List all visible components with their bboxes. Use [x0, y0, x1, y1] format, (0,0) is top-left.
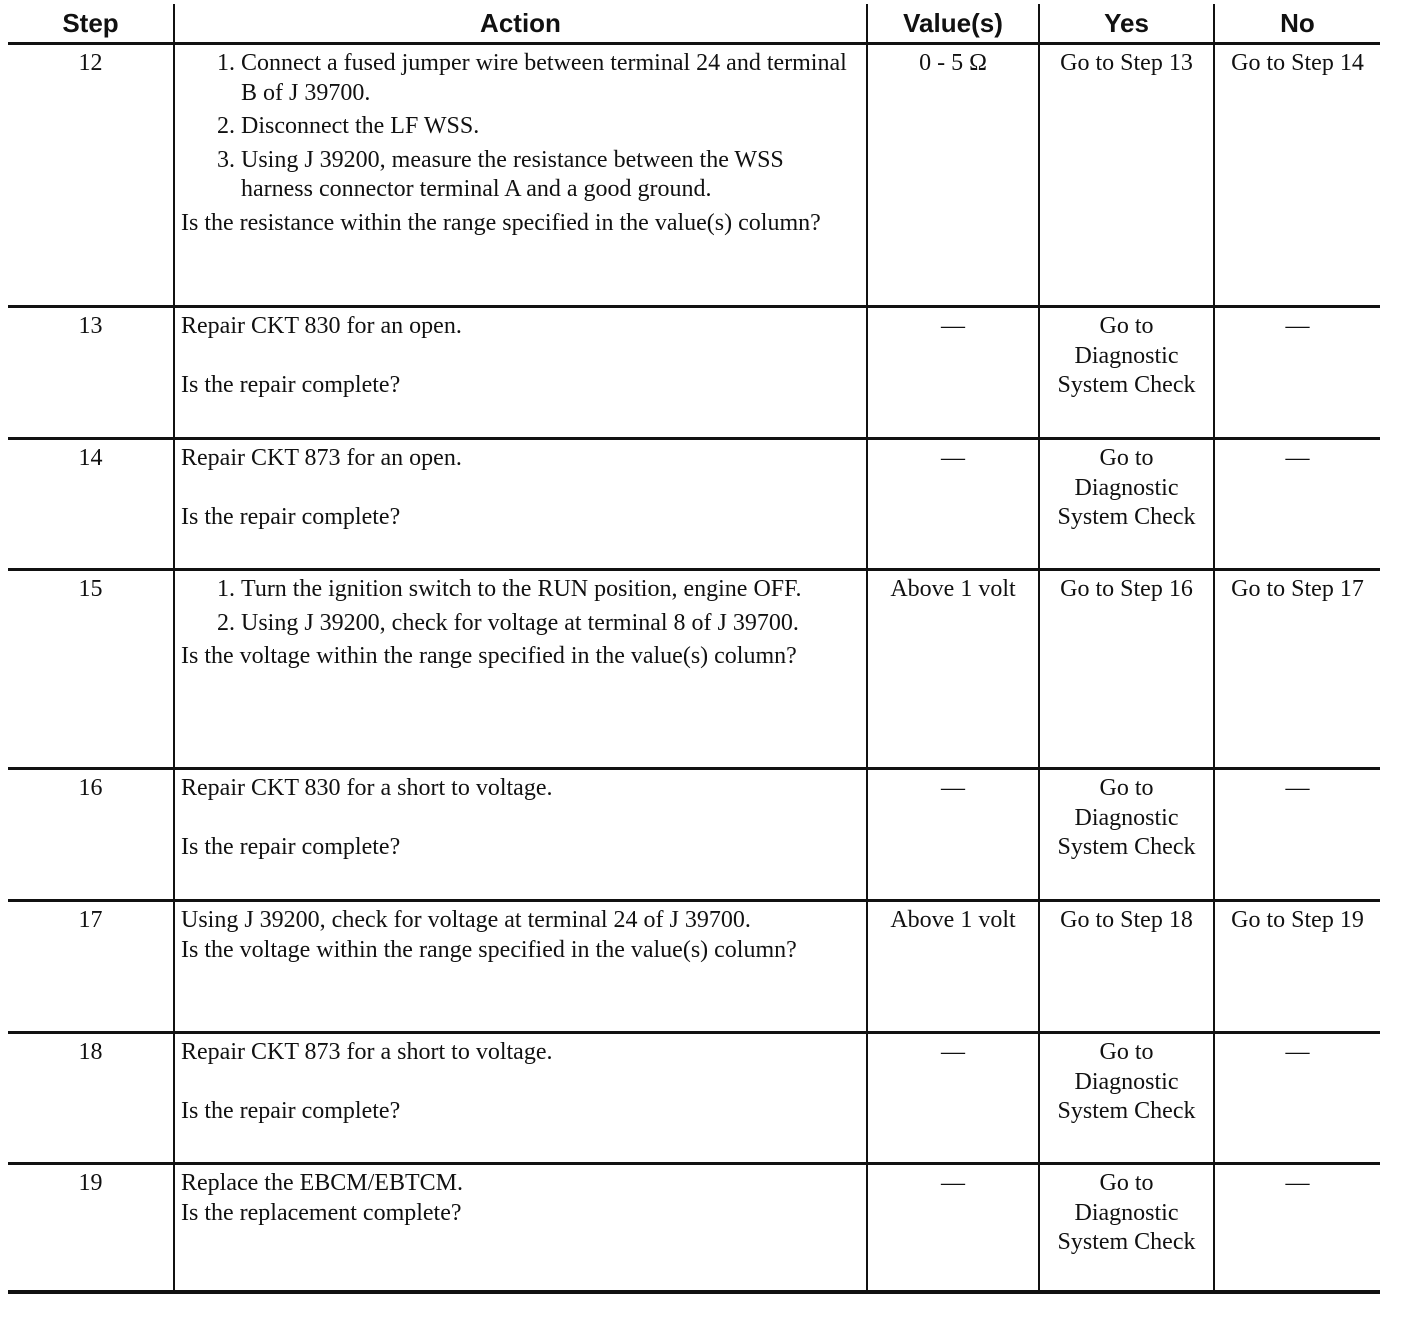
table-header-row — [8, 4, 1380, 44]
table-row — [8, 1164, 1380, 1293]
action-step-item: 1. Connect a fused jumper wire between terminal 24 and terminal B of J 39700. — [241, 49, 860, 108]
no-cell: — — [1214, 1033, 1380, 1164]
action-cell — [174, 1164, 867, 1293]
yes-cell: Go to Step 18 — [1039, 901, 1214, 1033]
action-step-item: 1. Turn the ignition switch to the RUN position, engine OFF. — [241, 575, 860, 605]
no-cell: — — [1214, 1164, 1380, 1293]
action-cell — [174, 901, 867, 1033]
action-question: Is the replacement complete? — [181, 1199, 462, 1226]
yes-cell: Go to Step 13 — [1039, 44, 1214, 307]
action-question: Is the repair complete? — [181, 503, 401, 530]
action-text: Repair CKT 830 for an open. — [181, 313, 462, 339]
table-row — [8, 439, 1380, 570]
action-step-item: 3. Using J 39200, measure the resistance between the WSS harness connector terminal A and a good ground. — [241, 146, 860, 205]
action-steps-list — [181, 575, 860, 638]
action-text: Using J 39200, check for voltage at terminal 24 of J 39700. — [181, 907, 751, 933]
no-cell: Go to Step 14 — [1214, 44, 1380, 307]
table-row — [8, 44, 1380, 307]
action-steps-list — [181, 49, 860, 205]
step-number: 16 — [8, 769, 174, 901]
yes-cell: Go to Diagnostic System Check — [1039, 1033, 1214, 1164]
yes-cell: Go to Step 16 — [1039, 570, 1214, 769]
action-question: Is the repair complete? — [181, 1097, 401, 1124]
action-cell — [174, 44, 867, 307]
value-cell: — — [867, 1033, 1039, 1164]
no-cell: — — [1214, 769, 1380, 901]
header-value: Value(s) — [867, 4, 1039, 44]
action-step-item: 2. Disconnect the LF WSS. — [241, 112, 860, 142]
action-cell — [174, 307, 867, 439]
value-cell: — — [867, 439, 1039, 570]
yes-cell: Go to Diagnostic System Check — [1039, 769, 1214, 901]
no-cell: Go to Step 19 — [1214, 901, 1380, 1033]
header-action: Action — [174, 4, 867, 44]
action-question: Is the repair complete? — [181, 833, 401, 860]
yes-cell: Go to Diagnostic System Check — [1039, 1164, 1214, 1293]
table-row — [8, 307, 1380, 439]
value-cell: — — [867, 1164, 1039, 1293]
table-row — [8, 769, 1380, 901]
action-cell — [174, 769, 867, 901]
action-cell — [174, 439, 867, 570]
step-number: 15 — [8, 570, 174, 769]
table-row — [8, 1033, 1380, 1164]
action-question: Is the resistance within the range specified in the value(s) column? — [181, 209, 821, 236]
value-cell: — — [867, 307, 1039, 439]
value-cell: 0 - 5 Ω — [867, 44, 1039, 307]
header-step: Step — [8, 4, 174, 44]
action-text: Repair CKT 873 for an open. — [181, 445, 462, 471]
no-cell: Go to Step 17 — [1214, 570, 1380, 769]
no-cell: — — [1214, 307, 1380, 439]
no-cell: — — [1214, 439, 1380, 570]
header-yes: Yes — [1039, 4, 1214, 44]
action-text: Repair CKT 873 for a short to voltage. — [181, 1039, 553, 1065]
value-cell: Above 1 volt — [867, 570, 1039, 769]
step-number: 17 — [8, 901, 174, 1033]
step-number: 14 — [8, 439, 174, 570]
action-cell — [174, 570, 867, 769]
action-question: Is the voltage within the range specified in the value(s) column? — [181, 643, 797, 669]
action-question: Is the voltage within the range specified in the value(s) column? — [181, 936, 797, 963]
value-cell: — — [867, 769, 1039, 901]
step-number: 18 — [8, 1033, 174, 1164]
action-text: Replace the EBCM/EBTCM. — [181, 1170, 463, 1196]
yes-cell: Go to Diagnostic System Check — [1039, 439, 1214, 570]
step-number: 12 — [8, 44, 174, 307]
action-text: Repair CKT 830 for a short to voltage. — [181, 775, 553, 801]
action-cell — [174, 1033, 867, 1164]
diagnostic-table — [8, 4, 1380, 1294]
header-no: No — [1214, 4, 1380, 44]
action-step-item: 2. Using J 39200, check for voltage at terminal 8 of J 39700. — [241, 609, 860, 639]
step-number: 13 — [8, 307, 174, 439]
table-row — [8, 901, 1380, 1033]
yes-cell: Go to Diagnostic System Check — [1039, 307, 1214, 439]
action-question: Is the repair complete? — [181, 371, 401, 398]
table-row — [8, 570, 1380, 769]
step-number: 19 — [8, 1164, 174, 1293]
value-cell: Above 1 volt — [867, 901, 1039, 1033]
